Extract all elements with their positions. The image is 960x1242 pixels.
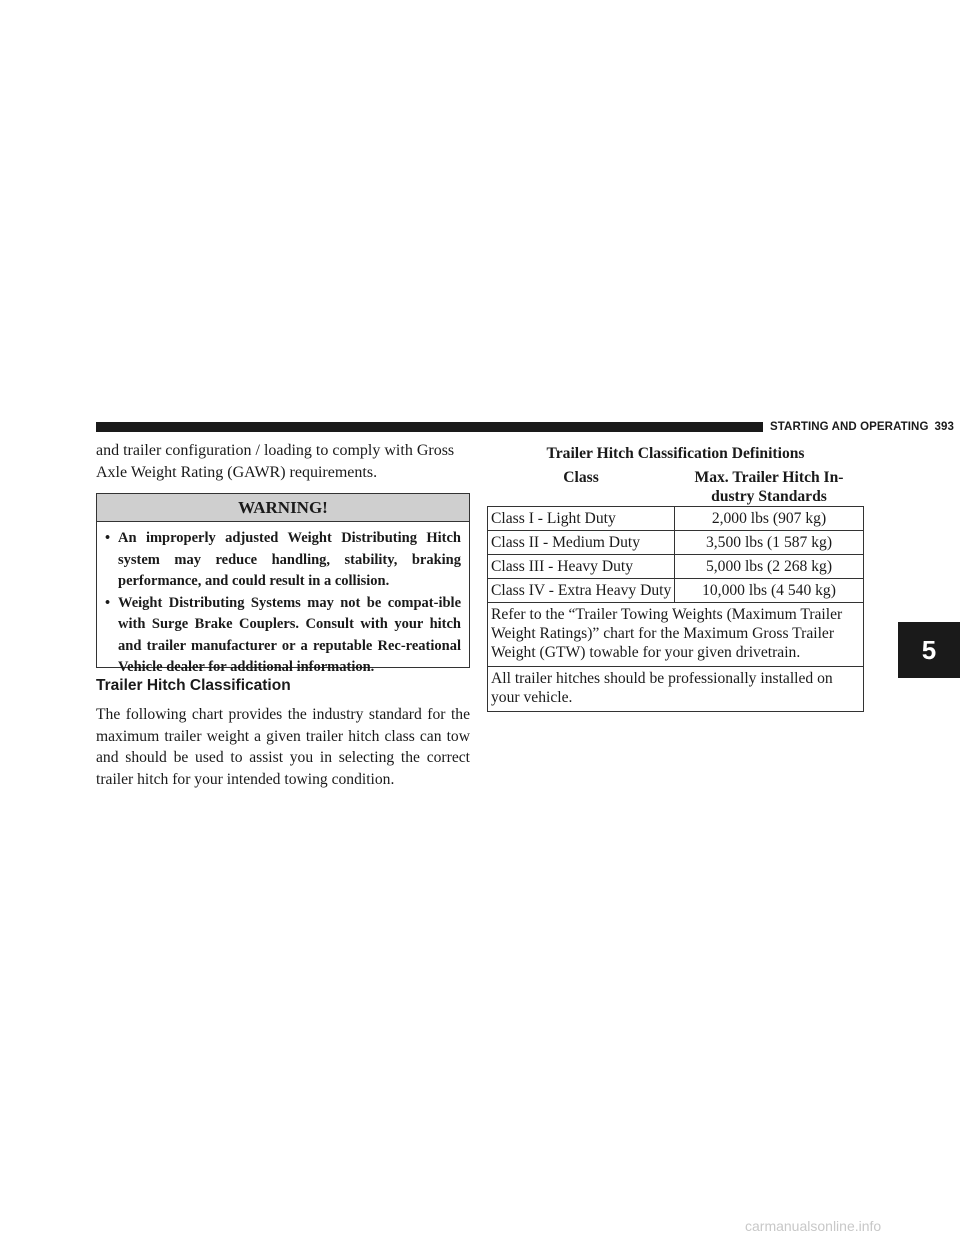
table-note: Refer to the “Trailer Towing Weights (Maximum Trailer Weight Ratings)” chart for the Maximum Gross Trailer Weight (GTW) towable for your given drivetrain. <box>488 603 864 667</box>
table-title-row <box>488 442 864 468</box>
running-header <box>770 419 955 435</box>
table-row <box>488 579 864 603</box>
header-rule <box>96 422 763 432</box>
warning-list <box>97 522 469 679</box>
watermark: carmanualsonline.info <box>745 1218 882 1234</box>
table-row <box>488 531 864 555</box>
warning-item <box>105 593 461 679</box>
section-body: The following chart provides the industry standard for the maximum trailer weight a given trailer hitch class can tow and should be used to assist you in selecting the correct trailer hitch for your intended towing condition. <box>96 706 470 788</box>
max-weight-cell: 3,500 lbs (1 587 kg) <box>675 531 864 555</box>
chapter-title: STARTING AND OPERATING <box>770 421 929 433</box>
table-title: Trailer Hitch Classification Definitions <box>546 445 805 462</box>
column-header-max: Max. Trailer Hitch In-dustry Standards <box>694 469 844 505</box>
max-weight-cell: 5,000 lbs (2 268 kg) <box>675 555 864 579</box>
class-cell: Class I - Light Duty <box>488 507 675 531</box>
bullet-icon: • <box>105 530 111 546</box>
intro-block <box>96 440 472 484</box>
hitch-classification-table <box>487 442 864 712</box>
chapter-tab: 5 <box>898 622 960 678</box>
table-note-row <box>488 603 864 667</box>
class-cell: Class III - Heavy Duty <box>488 555 675 579</box>
max-weight-cell: 10,000 lbs (4 540 kg) <box>675 579 864 603</box>
warning-item-text: An improperly adjusted Weight Distributing Hitch system may reduce handling, stability, braking performance, and could result in a collision. <box>118 530 461 589</box>
table-note-row <box>488 667 864 712</box>
table-note: All trailer hitches should be professionally installed on your vehicle. <box>488 667 864 712</box>
warning-heading: WARNING! <box>97 494 469 522</box>
table-header-row <box>488 468 864 507</box>
warning-item-text: Weight Distributing Systems may not be compat-ible with Surge Brake Couplers. Consult with your hitch and trailer manufacturer or a reputable Rec-reational Vehicle dealer for additional information. <box>118 594 461 675</box>
table-row <box>488 555 864 579</box>
section-heading: Trailer Hitch Classification <box>96 677 291 694</box>
warning-item <box>105 528 461 593</box>
max-weight-cell: 2,000 lbs (907 kg) <box>675 507 864 531</box>
warning-box <box>96 493 470 675</box>
bullet-icon: • <box>105 594 111 611</box>
column-header-class: Class <box>563 469 599 486</box>
page-number: 393 <box>934 421 955 433</box>
intro-paragraph: and trailer configuration / loading to comply with Gross Axle Weight Rating (GAWR) requirements. <box>96 442 455 481</box>
class-cell: Class IV - Extra Heavy Duty <box>488 579 675 603</box>
class-cell: Class II - Medium Duty <box>488 531 675 555</box>
table-row <box>488 507 864 531</box>
